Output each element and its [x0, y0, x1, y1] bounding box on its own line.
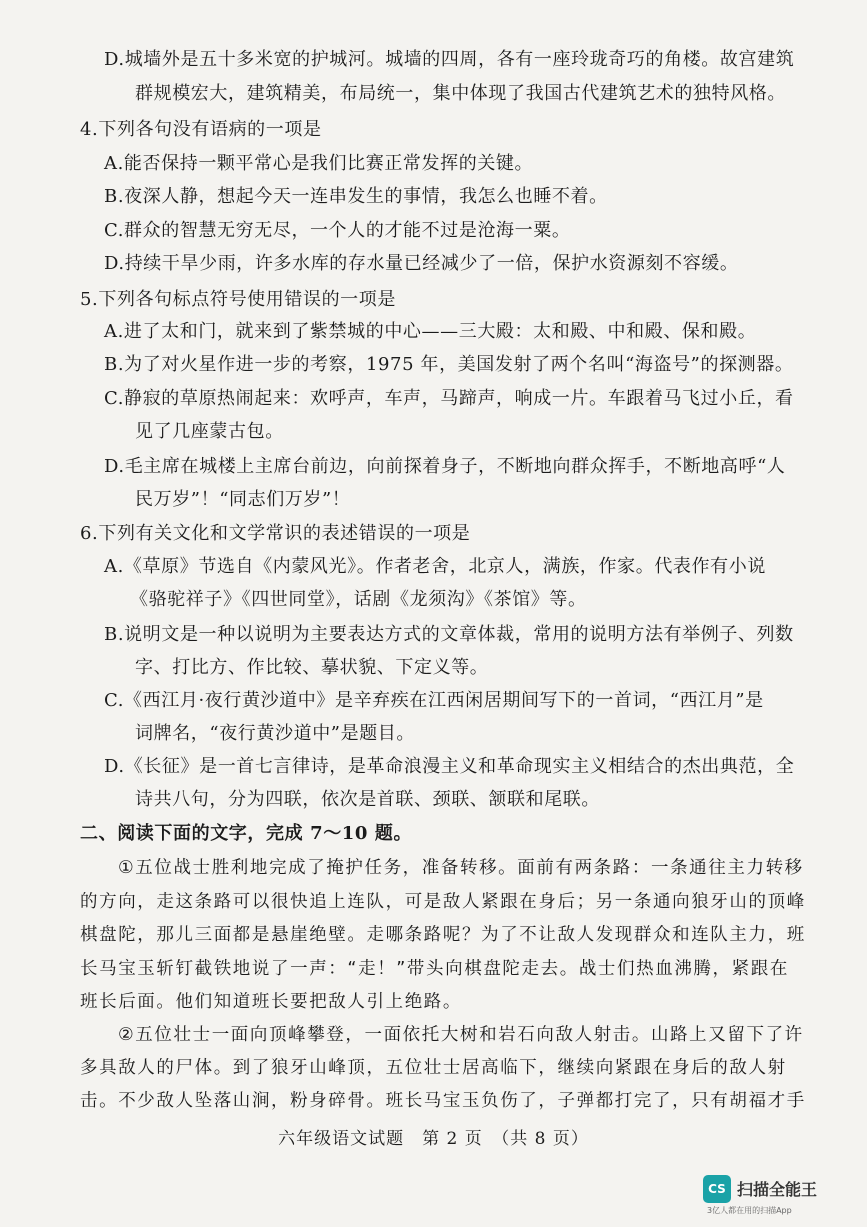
- passage-p2-line2: 多具敌人的尸体。到了狼牙山峰顶，五位壮士居高临下，继续向紧跟在身后的敌人射: [80, 1058, 787, 1078]
- q5-option-d-line1: D.毛主席在城楼上主席台前边，向前探着身子，不断地向群众挥手，不断地高呼“人: [104, 456, 786, 477]
- passage-p2-line1: ②五位壮士一面向顶峰攀登，一面依托大树和岩石向敌人射击。山路上又留下了许: [118, 1025, 804, 1045]
- passage-p1-line1: ①五位战士胜利地完成了掩护任务，准备转移。面前有两条路：一条通往主力转移: [118, 858, 804, 878]
- q6-option-d-line1: D.《长征》是一首七言律诗，是革命浪漫主义和革命现实主义相结合的杰出典范，全: [104, 756, 795, 777]
- q4-option-c: C.群众的智慧无穷无尽，一个人的才能不过是沧海一粟。: [104, 220, 571, 241]
- q6-option-d-line2: 诗共八句，分为四联，依次是首联、颈联、颔联和尾联。: [135, 789, 600, 810]
- camscanner-logo-icon: CS: [703, 1175, 731, 1203]
- q4-option-d: D.持续干旱少雨，许多水库的存水量已经减少了一倍，保护水资源刻不容缓。: [104, 253, 739, 274]
- q4-option-a: A.能否保持一颗平常心是我们比赛正常发挥的关键。: [104, 153, 534, 174]
- passage-p2-line3: 击。不少敌人坠落山涧，粉身碎骨。班长马宝玉负伤了，子弹都打完了，只有胡福才手: [80, 1091, 806, 1111]
- q6-option-c-line1: C.《西江月·夜行黄沙道中》是辛弃疾在江西闲居期间写下的一首词，“西江月”是: [104, 690, 764, 711]
- q5-option-a: A.进了太和门，就来到了紫禁城的中心——三大殿：太和殿、中和殿、保和殿。: [104, 321, 757, 342]
- passage-p1-line2: 的方向，走这条路可以很快追上连队，可是敌人紧跟在身后；另一条通向狼牙山的顶峰: [80, 892, 806, 912]
- passage-p1-line3: 棋盘陀，那儿三面都是悬崖绝壁。走哪条路呢？为了不让敌人发现群众和连队主力，班: [80, 925, 806, 945]
- q6-option-a-line1: A.《草原》节选自《内蒙风光》。作者老舍，北京人，满族，作家。代表作有小说: [104, 556, 766, 577]
- passage-p1-line5: 班长后面。他们知道班长要把敌人引上绝路。: [80, 992, 462, 1012]
- q5-stem: 5.下列各句标点符号使用错误的一项是: [80, 289, 396, 310]
- page-footer: 六年级语文试题 第 2 页 （共 8 页）: [278, 1129, 589, 1149]
- q4-option-b: B.夜深人静，想起今天一连串发生的事情，我怎么也睡不着。: [104, 186, 608, 207]
- q6-option-a-line2: 《骆驼祥子》《四世同堂》，话剧《龙须沟》《茶馆》等。: [130, 589, 587, 610]
- q5-option-d-line2: 民万岁”！“同志们万岁”！: [135, 489, 351, 510]
- q3-option-d-line2: 群规模宏大，建筑精美，布局统一，集中体现了我国古代建筑艺术的独特风格。: [135, 83, 786, 104]
- q6-stem: 6.下列有关文化和文学常识的表述错误的一项是: [80, 523, 471, 544]
- watermark-title: 扫描全能王: [737, 1180, 818, 1199]
- watermark-subtitle: 3亿人都在用的扫描App: [707, 1206, 792, 1215]
- q6-option-b-line1: B.说明文是一种以说明为主要表达方式的文章体裁，常用的说明方法有举例子、列数: [104, 624, 794, 645]
- passage-p1-line4: 长马宝玉斩钉截铁地说了一声：“走！”带头向棋盘陀走去。战士们热血沸腾，紧跟在: [80, 959, 789, 979]
- section-2-heading: 二、阅读下面的文字，完成 7～10 题。: [80, 823, 413, 844]
- q5-option-c-line2: 见了几座蒙古包。: [135, 421, 284, 442]
- q5-option-b: B.为了对火星作进一步的考察，1975 年，美国发射了两个名叫“海盗号”的探测器。: [104, 354, 794, 375]
- scanner-watermark: [703, 1175, 853, 1213]
- q6-option-b-line2: 字、打比方、作比较、摹状貌、下定义等。: [135, 657, 489, 678]
- q5-option-c-line1: C.静寂的草原热闹起来：欢呼声，车声，马蹄声，响成一片。车跟着马飞过小丘，看: [104, 388, 794, 409]
- q3-option-d-line1: D.城墙外是五十多米宽的护城河。城墙的四周，各有一座玲珑奇巧的角楼。故宫建筑: [104, 49, 795, 70]
- q6-option-c-line2: 词牌名，“夜行黄沙道中”是题目。: [135, 723, 416, 744]
- q4-stem: 4.下列各句没有语病的一项是: [80, 119, 322, 140]
